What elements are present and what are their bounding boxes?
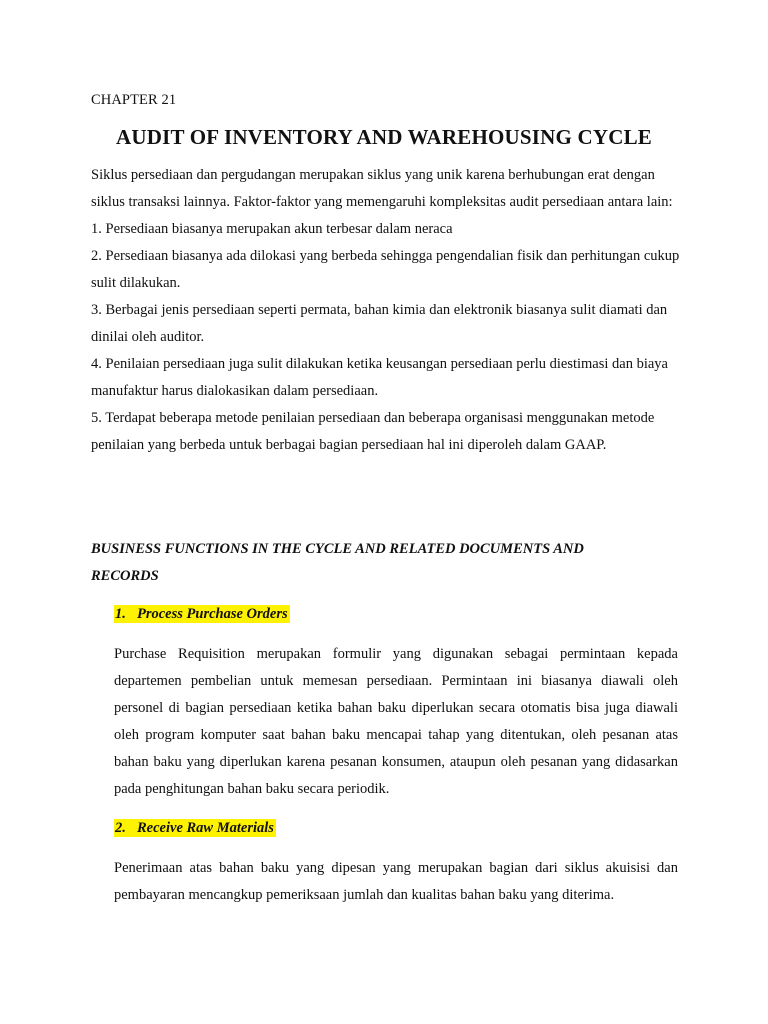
intro-paragraph: Siklus persediaan dan pergudangan merupakan siklus yang unik karena berhubungan erat dengan siklus transaksi lainnya. Faktor-faktor yang memengaruhi kompleksitas audit persediaan antara lain: xyxy=(91,167,673,210)
subsection-heading xyxy=(114,820,276,837)
subsection-number: 1. xyxy=(115,606,126,622)
subsection-body: Penerimaan atas bahan baku yang dipesan yang merupakan bagian dari siklus akuisisi dan pembayaran mencangkup pemeriksaan jumlah dan kualitas bahan baku yang diterima. xyxy=(114,860,678,903)
highlighted-heading xyxy=(114,819,276,837)
intro-list-item: 2. Persediaan biasanya ada dilokasi yang berbeda sehingga pengendalian fisik dan perhitungan cukup sulit dilakukan. xyxy=(91,248,680,291)
subsection-title: Receive Raw Materials xyxy=(137,820,274,836)
subsection-number: 2. xyxy=(115,820,126,836)
intro-list-item: 3. Berbagai jenis persediaan seperti permata, bahan kimia dan elektronik biasanya sulit diamati dan dinilai oleh auditor. xyxy=(91,302,668,345)
intro-list-item: 1. Persediaan biasanya merupakan akun terbesar dalam neraca xyxy=(91,221,453,237)
subsection-body: Purchase Requisition merupakan formulir yang digunakan sebagai permintaan kepada departemen pembelian untuk memesan persediaan. Permintaan ini biasanya diawali oleh personel di bagian persediaan ketika bahan baku diperlukan secara otomatis bisa juga diawali oleh program komputer saat bahan baku mencapai tahap yang ditentukan, oleh pesanan atas bahan baku yang diperlukan karena pesanan konsumen, ataupun oleh pesanan yang didasarkan pada penghitungan bahan baku secara periodik. xyxy=(114,646,678,797)
intro-list-item: 5. Terdapat beberapa metode penilaian persediaan dan beberapa organisasi menggunakan metode penilaian yang berbeda untuk berbagai bagian persediaan hal ini diperoleh dalam GAAP. xyxy=(91,410,655,453)
subsection-title: Process Purchase Orders xyxy=(137,606,288,622)
section-heading: BUSINESS FUNCTIONS IN THE CYCLE AND RELATED DOCUMENTS AND RECORDS xyxy=(91,541,584,584)
intro-block xyxy=(91,162,691,459)
subsection-heading xyxy=(114,606,290,623)
highlighted-heading xyxy=(114,605,290,623)
intro-list-item: 4. Penilaian persediaan juga sulit dilakukan ketika keusangan persediaan perlu diestimasi dan biaya manufaktur harus dialokasikan dalam persediaan. xyxy=(91,356,668,399)
document-title: AUDIT OF INVENTORY AND WAREHOUSING CYCLE xyxy=(115,125,653,149)
chapter-label: CHAPTER 21 xyxy=(91,92,177,108)
